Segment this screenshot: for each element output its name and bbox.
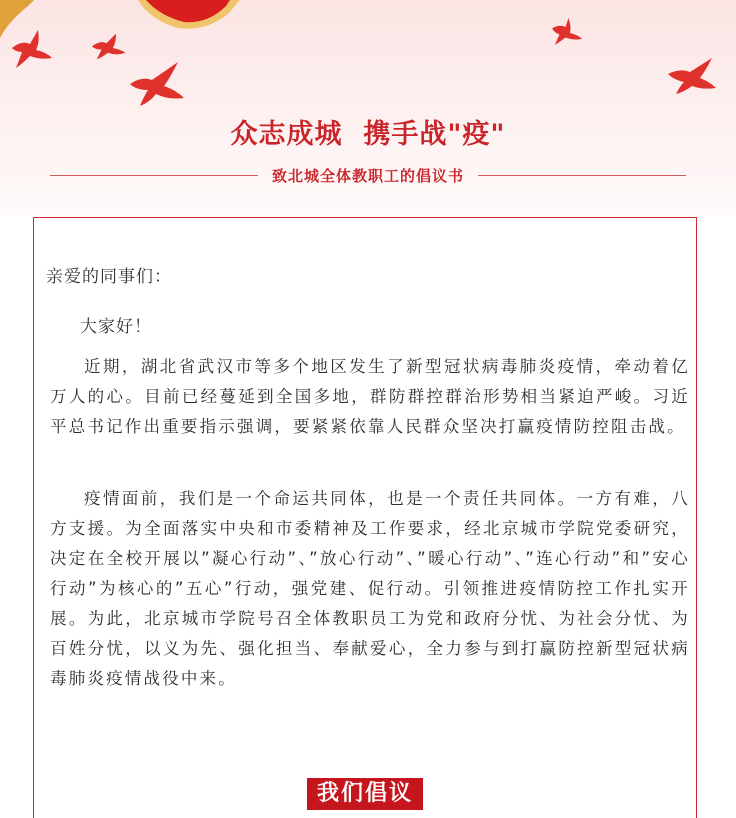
letter-body bbox=[33, 217, 697, 818]
divider-left bbox=[50, 175, 258, 176]
section-heading-proposal: 我们倡议 bbox=[307, 778, 423, 810]
page-title: 众志成城 携手战"疫" bbox=[230, 119, 506, 150]
dove-icon bbox=[12, 30, 52, 68]
dove-icon bbox=[668, 58, 716, 94]
dove-icon bbox=[552, 18, 582, 45]
decorative-circle-left bbox=[0, 0, 34, 38]
subtitle-row bbox=[50, 162, 686, 188]
letter-greeting: 亲爱的同事们： bbox=[46, 267, 172, 287]
header-banner bbox=[0, 0, 736, 215]
page-subtitle: 致北城全体教职工的倡议书 bbox=[272, 166, 465, 185]
letter-paragraph: 疫情面前，我们是一个命运共同体，也是一个责任共同体。一方有难，八方支援。为全面落实中央和市委精神及工作要求，经北京城市学院党委研究，决定在全校开展以”凝心行动”、”放心行动”、”暖心行动”、”连心行动”和”安心行动”为核心的”五心”行动，强党建、促行动。引领推进疫情防控工作扎实开展。为此，北京城市学院号召全体教职员工为党和政府分忧、为社会分忧、为百姓分忧，以义为先、强化担当、奉献爱心，全力参与到打赢防控新型冠状病毒肺炎疫情战役中来。 bbox=[50, 489, 690, 688]
dove-icon bbox=[130, 62, 184, 106]
dove-icon bbox=[92, 34, 126, 60]
divider-right bbox=[478, 175, 686, 176]
letter-hello: 大家好！ bbox=[80, 317, 152, 337]
letter-paragraph: 近期，湖北省武汉市等多个地区发生了新型冠状病毒肺炎疫情，牵动着亿万人的心。目前已经蔓延到全国多地，群防群控群治形势相当紧迫严峻。习近平总书记作出重要指示强调，要紧紧依靠人民群众坚决打赢疫情防控阻击战。 bbox=[50, 357, 690, 436]
